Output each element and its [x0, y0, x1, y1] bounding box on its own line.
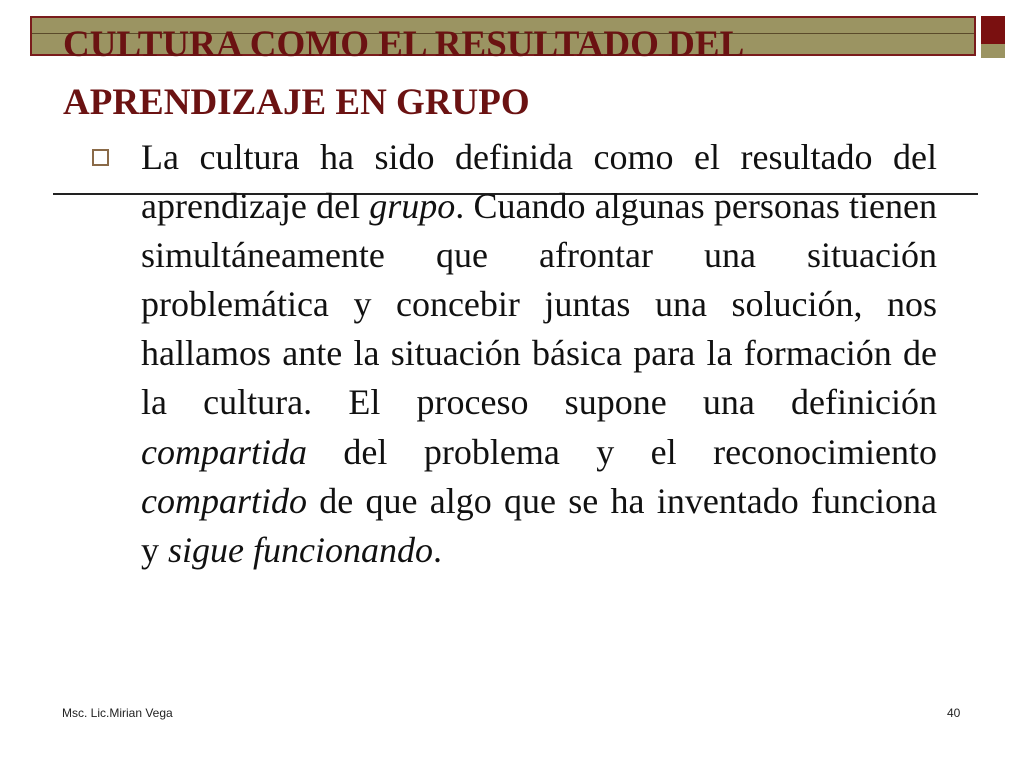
- square-bullet-icon: [92, 149, 109, 166]
- body-italic-segment: compartido: [141, 480, 307, 521]
- body-italic-segment: grupo: [369, 186, 456, 227]
- corner-decoration-lower: [981, 44, 1005, 58]
- footer-author: Msc. Lic.Mirian Vega: [62, 706, 173, 720]
- body-paragraph: [141, 133, 937, 575]
- body-text-segment: .: [432, 529, 442, 570]
- footer-page-number: 40: [947, 706, 961, 720]
- body-text-segment: . Cuando algunas personas tienen simultáneamente que afrontar una situación problemática y concebir juntas una solución, nos hallamos ante la situación básica para la formación de la cultura. El proceso supone una definición: [141, 186, 937, 423]
- body-text-segment: del problema y el reconocimiento: [307, 431, 937, 472]
- body-italic-segment: compartida: [141, 431, 307, 472]
- slide-title-line-1: CULTURA COMO EL RESULTADO DEL: [63, 24, 745, 65]
- body-text-segment: de que algo que se ha inventado funciona y: [141, 480, 937, 570]
- body-text-segment: La cultura ha sido definida como el resultado del aprendizaje del: [141, 137, 937, 227]
- slide-title-line-2: APRENDIZAJE EN GRUPO: [63, 82, 530, 123]
- body-italic-segment: sigue funcionando: [168, 529, 433, 570]
- corner-decoration: [981, 16, 1005, 58]
